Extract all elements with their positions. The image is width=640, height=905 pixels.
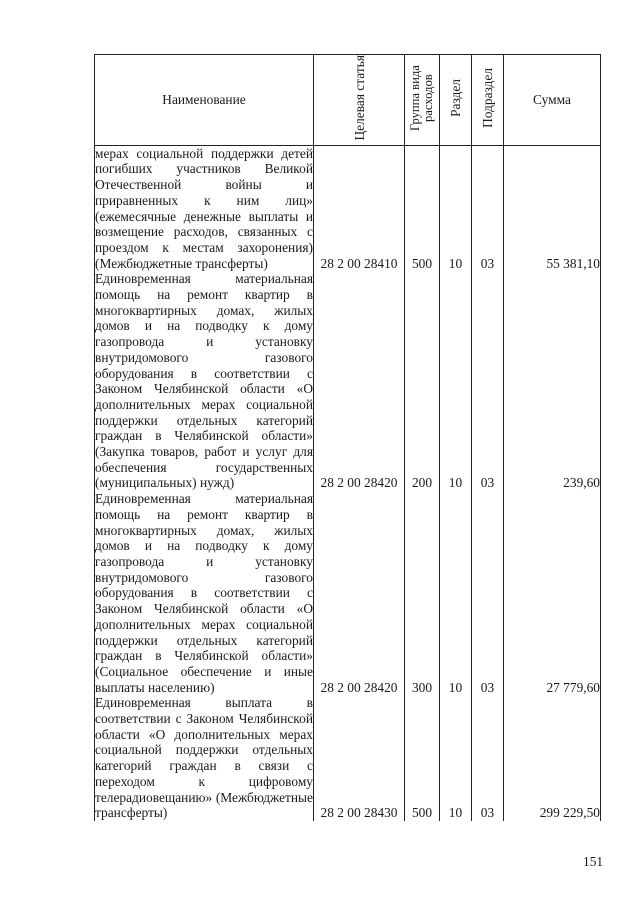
header-name: Наименование [95,55,314,146]
row-subsection: 03 [472,491,504,695]
table-row [95,695,601,821]
row-expense-group: 200 [405,271,440,491]
row-section: 10 [440,491,472,695]
page-number: 151 [583,854,604,869]
row-section: 10 [440,271,472,491]
row-amount: 239,60 [504,271,601,491]
row-name: Единовременная выплата в соответствии с Законом Челябинской области «О дополнительных мерах социальной поддержки отдельных категорий граждан в связи с переходом к цифровому телерадиовещанию» (Межбюджетные трансферты) [95,695,313,821]
row-expense-group: 300 [405,491,440,695]
header-subsection: Подраздел [472,55,504,146]
row-amount: 299 229,50 [504,695,601,821]
row-subsection: 03 [472,145,504,271]
table-header-row [95,55,601,146]
table-row [95,491,601,695]
row-name: Единовременная материальная помощь на ремонт квартир в многоквартирных домах, жилых домов и на подводку к дому газопровода и установку внутридомового газового оборудования в соответствии с Законом Челябинской области «О дополнительных мерах социальной поддержки отдельных категорий граждан в Челябинской области» (Закупка товаров, работ и услуг для обеспечения государственных (муниципальных) нужд) [95,271,313,491]
header-expense-group: Группа вида расходов [405,55,440,146]
row-target-item: 28 2 00 28410 [314,145,405,271]
row-section: 10 [440,695,472,821]
row-name: мерах социальной поддержки детей погибших участников Великой Отечественной войны и приравненных к ним лиц» (ежемесячные денежные выплаты и возмещение расходов, связанных с проездом к местам захоронения) (Межбюджетные трансферты) [95,145,313,271]
row-subsection: 03 [472,271,504,491]
budget-table [94,54,601,821]
header-amount: Сумма [504,55,601,146]
row-amount: 27 779,60 [504,491,601,695]
table-row [95,145,601,271]
table-row [95,271,601,491]
header-target-item: Целевая статья [314,55,405,146]
row-amount: 55 381,10 [504,145,601,271]
row-target-item: 28 2 00 28430 [314,695,405,821]
header-section: Раздел [440,55,472,146]
row-expense-group: 500 [405,695,440,821]
row-section: 10 [440,145,472,271]
row-expense-group: 500 [405,145,440,271]
row-target-item: 28 2 00 28420 [314,491,405,695]
row-target-item: 28 2 00 28420 [314,271,405,491]
row-subsection: 03 [472,695,504,821]
row-name: Единовременная материальная помощь на ремонт квартир в многоквартирных домах, жилых домов и на подводку к дому газопровода и установку внутридомового газового оборудования в соответствии с Законом Челябинской области «О дополнительных мерах социальной поддержки отдельных категорий граждан в Челябинской области» (Социальное обеспечение и иные выплаты населению) [95,491,313,695]
